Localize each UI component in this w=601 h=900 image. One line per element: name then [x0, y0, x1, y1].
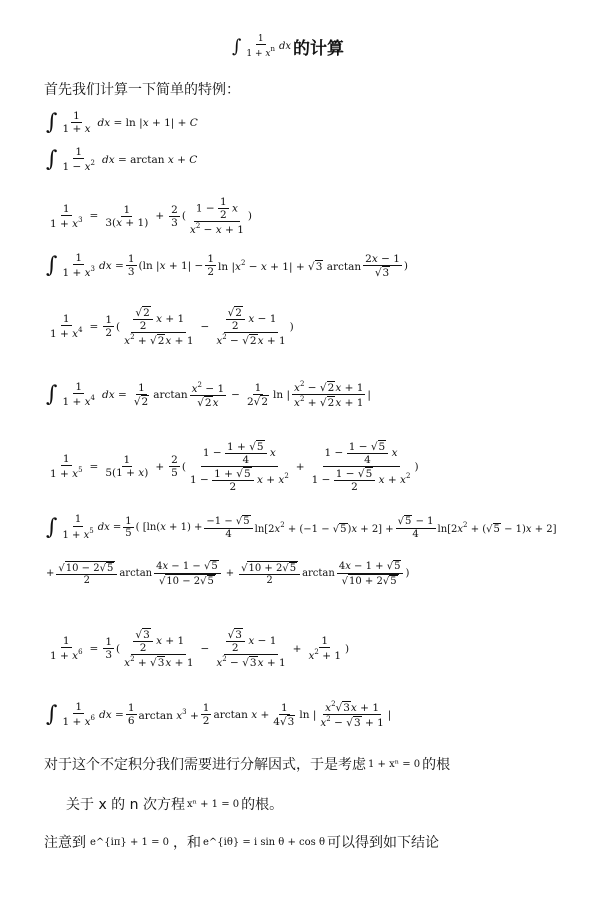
formula-decomp-5: $\frac{1}{1 + x^5}$ = $\frac{1}{5(1 + x)}$ + $\frac{2}{5}$ ( 1 − $\frac{1 + √ 5}{4}$ x 1 − $\frac{1 + √ 5}{2}$ $x + x^2$ + 1 − $\frac{1 - √ 5}{4}$ x 1 − $\frac{1 - √ 5}{2}$ $x + x^2$ )	[46, 440, 419, 493]
formula-decomp-6: $\frac{1}{1 + x^6}$ = $\frac{1}{3}$ ( √ $\frac{3}{2}$ x + 1 $x^2$ + √ 3x + 1 − √ $\frac{3}{2}$ x − 1 $x^2$ − √ 3x + 1 + $\frac{1}{x^2 + 1}$ )	[46, 628, 349, 669]
formula-decomp-4: $\frac{1}{1 + x^4}$ = $\frac{1}{2}$ ( √ $\frac{2}{2}$ x + 1 $x^2$ + √ 2x + 1 − √ $\frac{2}{2}$ x − 1 $x^2$ − √ 2x + 1 )	[46, 306, 294, 347]
formula-integral-6: ∫ $\frac{1}{1 + x^6}$ dx = $\frac{1}{6}$ $\arctan x^3$ + $\frac{1}{2}$ arctan x + $\frac{1}{4√ 3}$ ln | $\frac{x^2√ 3x + 1}{x^2 - √ 3 + 1}$ |	[46, 700, 391, 729]
paragraph-3-mid: ，和	[173, 835, 201, 851]
title-text: 的计算	[293, 39, 345, 60]
paragraph-3-end: 可以得到如下结论	[327, 835, 440, 851]
paragraph-3-text: 注意到	[44, 835, 86, 851]
formula-integral-2: ∫ $\frac{1}{1 - x^2}$ dx = arctan x + C	[46, 146, 198, 174]
page-title: ∫ $\frac{1}{1 + x^n}$ dx 的计算	[232, 34, 345, 60]
intro-text: 首先我们计算一下简单的特例：	[44, 82, 240, 98]
formula-decomp-3: $\frac{1}{1 + x^3}$ = $\frac{1}{3(x + 1)}$ + $\frac{2}{3}$ ( 1 − $\frac{1}{2}$ x $x^2 - x + 1$ )	[50, 196, 252, 237]
paragraph-2-text: 关于 x 的 n 次方程	[66, 797, 185, 813]
paragraph-2	[66, 794, 283, 814]
paragraph-2-formula: xⁿ + 1 = 0	[186, 798, 240, 810]
formula-integral-5-line1: ∫ $\frac{1}{1 + x^5}$ dx = $\frac{1}{5}$ ( [ln(x + 1) + $\frac{-1 - √ 5}{4}$ $\ln[2x^2 + (-1$ − √ 5)x + 2] + √ $\frac{5 - 1}{4}$ $\ln[2x^2$ + (√ 5 − 1)x + 2]	[46, 514, 557, 541]
formula-integral-5-line2: + √ $\frac{10 - 2√ 5}{2}$ arctan 4x − 1 − √ 5 √ 10 − 2√ 5 + √ $\frac{10 + 2√ 5}{2}$ arctan 4x − 1 + √ 5 √ 10 + 2√ 5 )	[46, 560, 409, 587]
paragraph-3-formula-1: e^{iπ} + 1 = 0	[90, 836, 169, 848]
paragraph-3-formula-2: e^{iθ} = i sin θ + cos θ	[203, 836, 326, 848]
formula-integral-4: ∫ $\frac{1}{1 + x^4}$ dx = 1 √ 2 arctan $x^2 - 1$ √ 2x − $\frac{1}{2√ 2}$ ln | $\frac{x^2 - √ 2x + 1}{x^2 + √ 2x + 1}$ |	[46, 380, 371, 409]
paragraph-2-end: 的根。	[241, 797, 284, 813]
paragraph-1	[44, 754, 450, 774]
formula-integral-3: ∫ $\frac{1}{1 + x^3}$ dx = $\frac{1}{3}$ (ln |x + 1| − $\frac{1}{2}$ $\ln |x^2 - x + 1|$ + √ 3 arctan 2x − 1 √ 3 )	[46, 252, 408, 279]
paragraph-1-end: 的根	[422, 757, 451, 773]
paragraph-3	[44, 832, 439, 852]
formula-integral-1: ∫ $\frac{1}{1 + x}$ dx = ln |x + 1| + C	[46, 109, 198, 136]
paragraph-1-text: 对于这个不定积分我们需要进行分解因式，于是考虑	[44, 757, 366, 773]
paragraph-1-formula: 1 + xⁿ = 0	[368, 758, 421, 770]
